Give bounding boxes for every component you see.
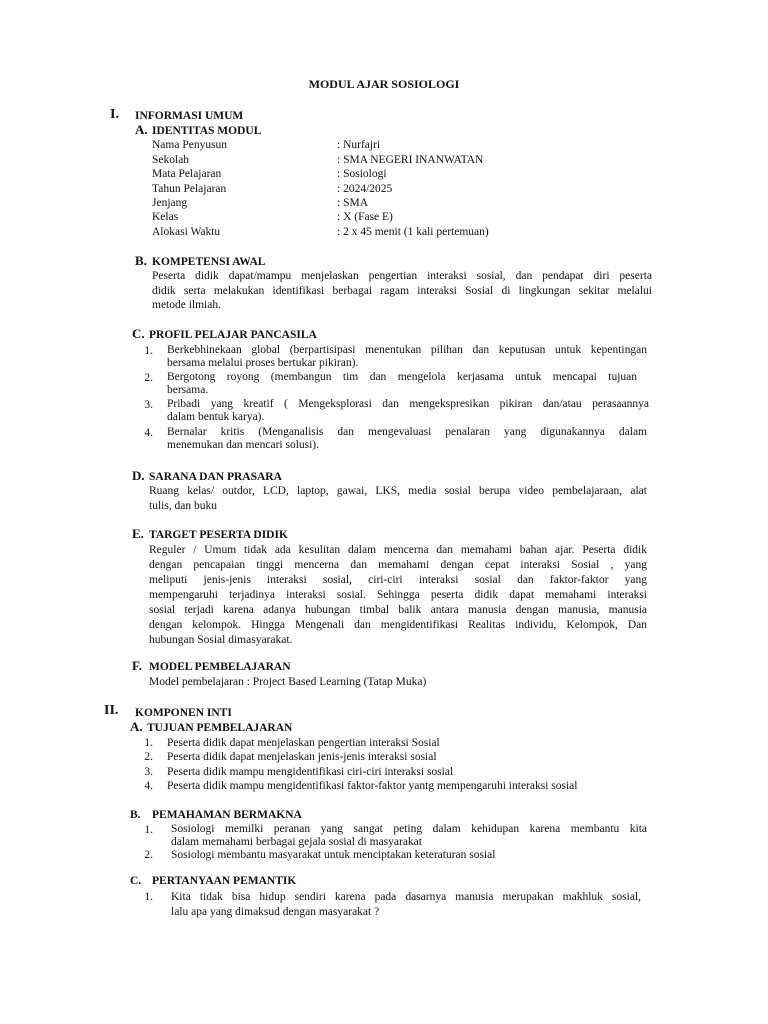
list-item xyxy=(171,823,647,848)
sub-1e-letter: E. xyxy=(132,526,144,541)
list-number: 2. xyxy=(144,849,153,861)
section-2-numeral: II. xyxy=(104,703,119,718)
kompetensi-awal-paragraph xyxy=(152,269,652,313)
list-number: 3. xyxy=(144,399,153,411)
sub-1f-letter: F. xyxy=(132,658,142,673)
model-pembelajaran-line: Model pembelajaran : Project Based Learning (Tatap Muka) xyxy=(149,676,427,688)
list-item: Peserta didik mampu mengidentifikasi ciri-ciri interaksi sosial xyxy=(167,766,454,778)
sub-2c-heading: PERTANYAAN PEMANTIK xyxy=(152,875,297,887)
list-item: Peserta didik dapat menjelaskan jenis-jenis interaksi sosial xyxy=(167,751,437,763)
sub-1e-heading: TARGET PESERTA DIDIK xyxy=(149,529,288,541)
identity-value: : 2024/2025 xyxy=(337,183,393,195)
identity-key: Alokasi Waktu xyxy=(152,226,221,238)
paragraph-line: Ruang kelas/ outdor, LCD, laptop, gawai, LKS, media sosial berupa video pembelajaraan, alat xyxy=(149,485,647,497)
identity-value: : 2 x 45 menit (1 kali pertemuan) xyxy=(337,226,489,238)
page-title: MODUL AJAR SOSIOLOGI xyxy=(308,77,460,91)
list-number: 1. xyxy=(144,737,153,749)
sub-2b-heading: PEMAHAMAN BERMAKNA xyxy=(152,809,302,821)
list-number: 1. xyxy=(144,824,153,836)
sub-1a-heading: IDENTITAS MODUL xyxy=(152,125,262,137)
list-number: 4. xyxy=(144,780,153,792)
list-item xyxy=(171,890,641,920)
sub-1c-heading: PROFIL PELAJAR PANCASILA xyxy=(149,329,317,341)
identity-value: : X (Fase E) xyxy=(337,211,393,223)
identity-value: : Sosiologi xyxy=(337,168,387,180)
list-item-line: menemukan dan mencari solusi). xyxy=(167,438,320,451)
list-item-line: lalu apa yang dimaksud dengan masyarakat ? xyxy=(171,906,380,918)
sub-1b-letter: B. xyxy=(135,253,147,268)
sub-1c-letter: C. xyxy=(132,326,145,341)
sub-1d-heading: SARANA DAN PRASARA xyxy=(149,471,282,483)
paragraph-line: tulis, dan buku xyxy=(149,499,218,512)
list-number: 4. xyxy=(144,427,153,439)
identity-key: Kelas xyxy=(152,211,179,223)
identity-value: : SMA NEGERI INANWATAN xyxy=(337,154,484,166)
paragraph-line: hubungan Sosial dimasyarakat. xyxy=(149,634,293,646)
section-2-heading: KOMPONEN INTI xyxy=(135,707,232,719)
identity-key: Mata Pelajaran xyxy=(152,168,222,180)
list-item-line: bersama. xyxy=(167,383,209,396)
sub-1f-heading: MODEL PEMBELAJARAN xyxy=(149,661,291,673)
paragraph-line: sosial terjadi karena adanya hubungan timbal balik antara manusia dengan manusia, manusia xyxy=(149,604,647,616)
list-item xyxy=(167,426,647,451)
list-item-line: dalam memahami berbagai gejala sosial di masyarakat xyxy=(171,835,422,848)
list-number: 2. xyxy=(144,372,153,384)
list-item-line: Kita tidak bisa hidup sendiri karena pada dasarnya manusia merupakan makhluk sosial, xyxy=(171,891,641,903)
list-item-line: Bernalar kritis (Menganalisis dan mengevaluasi penalaran yang digunakannya dalam xyxy=(167,426,647,438)
list-item-line: Berkebhinekaan global (berpartisipasi menentukan pilihan dan keputusan untuk kepentingan xyxy=(167,344,647,356)
list-item xyxy=(167,371,637,396)
target-paragraph xyxy=(149,543,647,648)
sub-2a-letter: A. xyxy=(130,719,143,734)
list-item-line: Sosiologi memilki peranan yang sangat peting dalam kehidupan karena membantu kita xyxy=(171,823,647,835)
list-item xyxy=(167,344,647,369)
list-item-line: Pribadi yang kreatif ( Mengeksplorasi dan mengekspresikan pikiran dan/atau perasaannya xyxy=(167,398,649,410)
list-item: Peserta didik dapat menjelaskan pengertian interaksi Sosial xyxy=(167,737,440,749)
sub-1a-letter: A. xyxy=(135,122,148,137)
identity-key: Sekolah xyxy=(152,154,190,166)
list-item xyxy=(167,398,649,423)
sub-2a-heading: TUJUAN PEMBELAJARAN xyxy=(147,722,293,734)
sub-2b-letter: B. xyxy=(130,809,141,821)
sub-1b-heading: KOMPETENSI AWAL xyxy=(152,256,266,268)
paragraph-line: metode ilmiah. xyxy=(152,299,221,311)
paragraph-line: meliputi jenis-jenis interaksi sosial, ciri-ciri interaksi sosial dan faktor-faktor yang xyxy=(149,574,647,586)
paragraph-line: mempengaruhi terjadinya interaksi sosial. Sehingga peserta didik dapat memahami interaksi xyxy=(149,589,647,601)
list-item: Sosiologi membantu masyarakat untuk menciptakan keteraturan sosial xyxy=(171,849,496,861)
paragraph-line: dengan kelompok. Hingga Mengenali dan mengidentifikasi Realitas individu, Kelompok, Dan xyxy=(149,619,647,631)
list-number: 1. xyxy=(144,891,153,903)
list-number: 1. xyxy=(144,345,153,357)
paragraph-line: didik serta melakukan identifikasi berbagai ragam interaksi Sosial di lingkungan sekitar melalui xyxy=(152,284,652,297)
paragraph-line: Peserta didik dapat/mampu menjelaskan pengertian interaksi sosial, dan pendapat diri peserta xyxy=(152,270,652,282)
paragraph-line: Reguler / Umum tidak ada kesulitan dalam mencerna dan memahami bahan ajar. Peserta didik xyxy=(149,544,647,556)
list-item-line: dalam bentuk karya). xyxy=(167,410,265,423)
section-1-heading: INFORMASI UMUM xyxy=(135,110,244,122)
sub-1d-letter: D. xyxy=(132,468,145,483)
list-item-line: bersama melalui proses bertukar pikiran). xyxy=(167,356,359,369)
paragraph-line: dengan pencapaian tinggi mencerna dan memahami dengan cepat interaksi Sosial , yang xyxy=(149,559,647,571)
list-item-line: Bergotong royong (membangun tim dan mengelola kerjasama untuk mencapai tujuan xyxy=(167,371,637,383)
list-number: 3. xyxy=(144,766,153,778)
identity-value: : Nurfajri xyxy=(337,139,381,151)
identity-key: Nama Penyusun xyxy=(152,139,228,151)
sarana-paragraph xyxy=(149,484,647,513)
sub-2c-letter: C. xyxy=(130,875,142,887)
identity-key: Tahun Pelajaran xyxy=(152,183,227,195)
list-number: 2. xyxy=(144,751,153,763)
identity-value: : SMA xyxy=(337,197,368,209)
section-1-numeral: I. xyxy=(110,107,119,122)
identity-key: Jenjang xyxy=(152,197,188,209)
list-item: Peserta didik mampu mengidentifikasi faktor-faktor yantg mempengaruhi interaksi sosial xyxy=(167,780,578,792)
